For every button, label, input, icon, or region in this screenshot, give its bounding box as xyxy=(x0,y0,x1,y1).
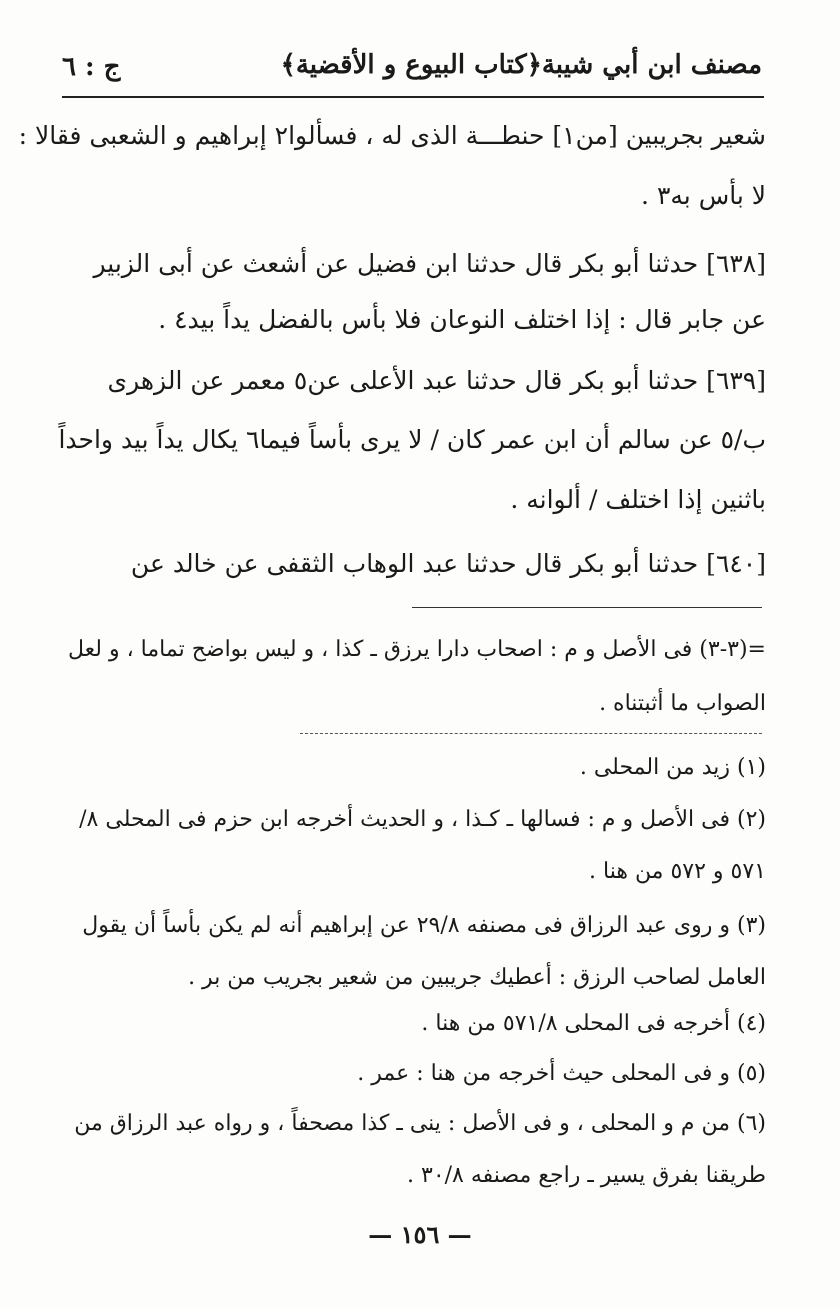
footnote-1: (١) زيد من المحلى . xyxy=(579,755,766,780)
hadith-639-line: [٦٣٩] حدثنا أبو بكر قال حدثنا عبد الأعلى عن٥ معمر عن الزهرى xyxy=(107,366,766,395)
hadith-638-line: [٦٣٨] حدثنا أبو بكر قال حدثنا ابن فضيل عن أشعث عن أبى الزبير xyxy=(93,249,766,278)
footnote-6-cont: طريقنا بفرق يسير ـ راجع مصنفه ٣٠/٨ . xyxy=(407,1163,766,1188)
running-header xyxy=(62,40,762,92)
text-line: شعير بجريبين [من١] حنطـــة الذى له ، فسألوا٢ إبراهيم و الشعبى فقالا : xyxy=(18,121,766,150)
footnote-line: الصواب ما أثبتناه . xyxy=(599,691,766,716)
text-line: لا بأس به٣ . xyxy=(641,181,766,210)
book-title: مصنف ابن أبي شيبة xyxy=(541,50,762,80)
footnote-3: (٣) و روى عبد الرزاق فى مصنفه ٢٩/٨ عن إبراهيم أنه لم يكن بأساً أن يقول xyxy=(82,913,766,938)
text-line: باثنين إذا اختلف / ألوانه . xyxy=(510,485,766,514)
footnote-line: =(٣-٣) فى الأصل و م : اصحاب دارا يرزق ـ كذا ، و ليس بواضح تماما ، و لعل xyxy=(67,637,766,662)
section-title: ﴿كتاب البيوع و الأقضية﴾ xyxy=(280,50,542,80)
hadith-640-line: [٦٤٠] حدثنا أبو بكر قال حدثنا عبد الوهاب الثقفى عن خالد عن xyxy=(130,549,766,578)
footnote-5: (٥) و فى المحلى حيث أخرجه من هنا : عمر . xyxy=(357,1061,766,1086)
text-line: عن جابر قال : إذا اختلف النوعان فلا بأس بالفضل يداً بيد٤ . xyxy=(158,305,766,334)
page-number: — ١٥٦ — xyxy=(368,1220,472,1249)
footnote-3-cont: العامل لصاحب الرزق : أعطيك جريبين من شعير بجريب من بر . xyxy=(188,965,766,990)
footnote-divider xyxy=(300,733,762,734)
footnote-separator xyxy=(412,607,762,608)
header-rule xyxy=(62,96,764,98)
footnote-6: (٦) من م و المحلى ، و فى الأصل : ينى ـ كذا مصحفاً ، و رواه عبد الرزاق من xyxy=(74,1111,766,1136)
text-line: ب/٥ عن سالم أن ابن عمر كان / لا يرى بأساً فيما٦ يكال يداً بيد واحداً xyxy=(58,425,766,454)
volume-number: ج : ٦ xyxy=(62,52,121,82)
footnote-2: (٢) فى الأصل و م : فسالها ـ كـذا ، و الحديث أخرجه ابن حزم فى المحلى ٨/ xyxy=(79,807,766,832)
footnote-4: (٤) أخرجه فى المحلى ٥٧١/٨ من هنا . xyxy=(421,1011,766,1036)
footnote-2-cont: ٥٧١ و ٥٧٢ من هنا . xyxy=(589,859,766,884)
